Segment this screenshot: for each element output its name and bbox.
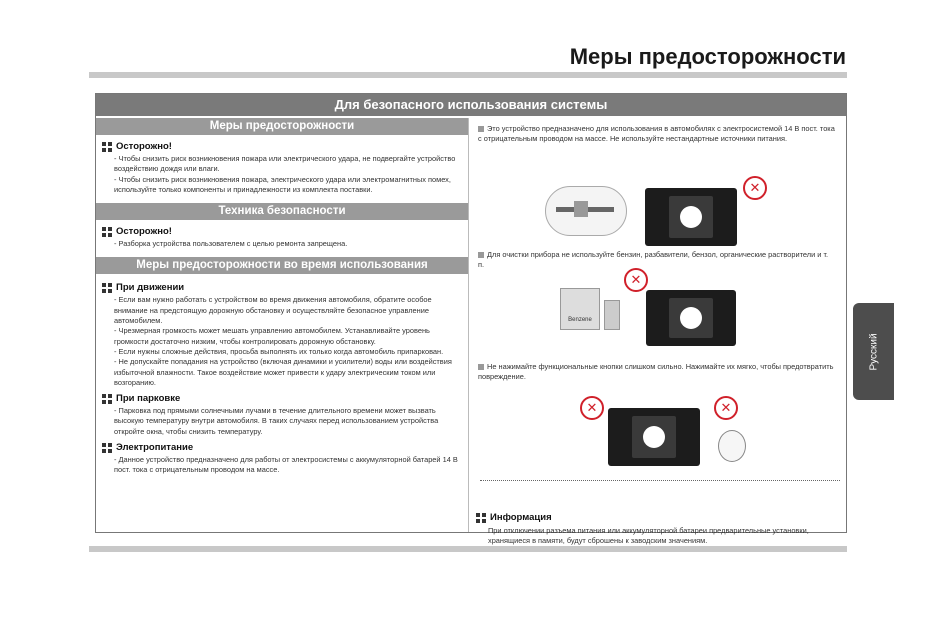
note-buttons: Не нажимайте функциональные кнопки слишком сильно. Нажимайте их мягко, чтобы предотвратить повреждение. — [478, 362, 834, 382]
device-image — [608, 408, 700, 466]
safety-frame — [95, 93, 847, 546]
illustration-buttons — [580, 390, 760, 470]
thought-bubble — [545, 186, 627, 236]
main-header: Для безопасного использования системы — [96, 94, 846, 116]
note-power: Это устройство предназначено для использования в автомобилях с электросистемой 14 В пост. тока с отрицательным проводом на массе. Не используйте нестандартные источники питания. — [478, 124, 835, 144]
info-divider — [480, 480, 840, 481]
page-title: Меры предосторожности — [569, 44, 846, 69]
prohibited-icon: ✕ — [580, 396, 604, 420]
parking-heading: При парковке — [102, 393, 468, 404]
info-text: При отключении разъема питания или аккумуляторной батареи предварительные установки, хранящиеся в памяти, будут сброшены к заводским значениям. — [488, 526, 809, 546]
bullet-icon — [478, 126, 484, 132]
person-icon — [718, 430, 746, 462]
grid-icon — [102, 443, 112, 453]
list-item: - Не допускайте попадания на устройство (включая динамики и усилители) воды или воздействия избыточной влажности. Такое воздействие может привести к удару электрическим током или возгоранию. — [114, 357, 452, 387]
list-item: - Данное устройство предназначено для работы от электросистемы с аккумуляторной батарей 14 В пост. тока с отрицательным проводом на массе. — [114, 455, 458, 475]
driving-heading: При движении — [102, 282, 468, 293]
bullet-icon — [478, 252, 484, 258]
caution-heading: Осторожно! — [102, 141, 468, 152]
prohibited-icon: ✕ — [624, 268, 648, 292]
list-item: - Чтобы снизить риск возникновения пожара или электрического удара, не подвергайте устройство воздействию дождя или влаги. — [114, 154, 456, 174]
left-column — [96, 118, 469, 532]
device-image — [646, 290, 736, 346]
list-item: - Если нужны сложные действия, просьба выполнять их только когда автомобиль припаркован. — [114, 346, 444, 356]
info-heading: Информация — [476, 512, 552, 523]
prohibited-icon: ✕ — [714, 396, 738, 420]
grid-icon — [102, 283, 112, 293]
grid-icon — [102, 227, 112, 237]
device-image — [645, 188, 737, 246]
power-heading: Электропитание — [102, 442, 468, 453]
prohibited-icon: ✕ — [743, 176, 767, 200]
section-precautions-title: Меры предосторожности — [96, 118, 468, 135]
bottom-divider — [89, 546, 847, 552]
list-item: - Парковка под прямыми солнечными лучами в течение длительного времени может вызвать высокую температуру внутри автомобиля. В таких случаях перед использованием устройства откройте окна, чтобы снизить температуру. — [114, 406, 439, 436]
section-usage-title: Меры предосторожности во время использования — [96, 257, 468, 274]
bottle — [604, 300, 620, 330]
section-safety-title: Техника безопасности — [96, 203, 468, 220]
illustration-cleaning — [560, 268, 790, 358]
list-item: - Разборка устройства пользователем с целью ремонта запрещена. — [114, 239, 348, 249]
solvent-can: Benzene — [560, 288, 600, 330]
grid-icon — [102, 142, 112, 152]
list-item: - Чтобы снизить риск возникновения пожара, электрического удара или электромагнитных помех, используйте только компоненты и принадлежности из комплекта поставки. — [114, 174, 451, 194]
illustration-power — [545, 176, 775, 256]
note-cleaning: Для очистки прибора не используйте бензин, разбавители, бензол, органические растворители и т. п. — [478, 250, 829, 270]
grid-icon — [476, 513, 486, 523]
bullet-icon — [478, 364, 484, 370]
language-tab[interactable]: Русский — [853, 303, 894, 400]
caution-heading: Осторожно! — [102, 226, 468, 237]
list-item: - Если вам нужно работать с устройством во время движения автомобиля, обратите особое внимание на предстоящую дорожную обстановку и осуществляйте безопасное управление автомобилем. — [114, 295, 432, 326]
right-column — [470, 118, 846, 546]
grid-icon — [102, 394, 112, 404]
top-divider — [89, 72, 847, 78]
list-item: - Чрезмерная громкость может мешать управлению автомобилем. Устанавливайте уровень громкости достаточно низким, чтобы контролировать дорожную обстановку. — [114, 326, 430, 346]
